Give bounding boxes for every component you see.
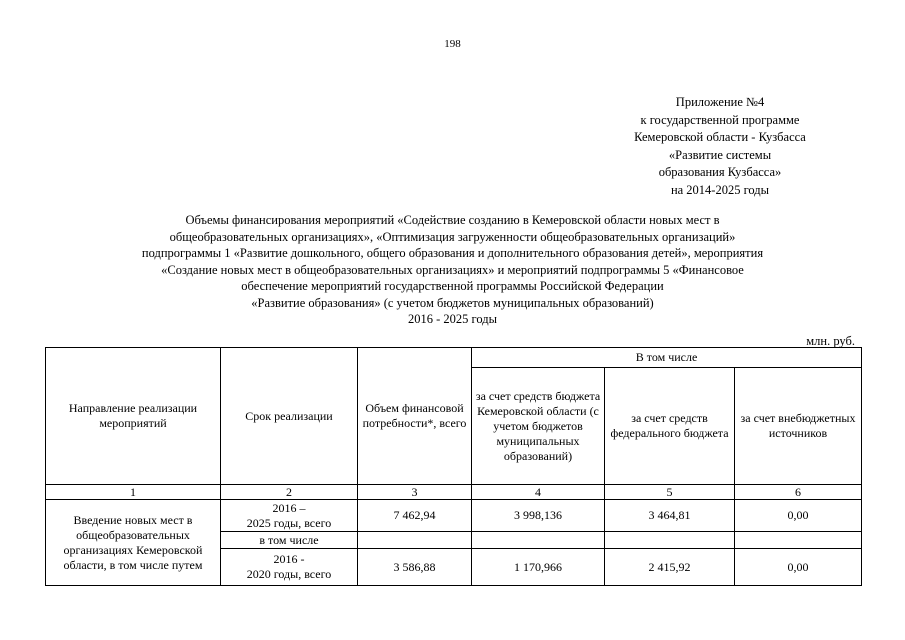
extra-cell [735, 532, 862, 549]
column-number: 5 [605, 485, 735, 500]
appendix-line: к государственной программе [640, 112, 800, 127]
title-line: «Создание новых мест в общеобразовательных организациях» и мероприятий подпрограммы 5 «Финансовое [161, 262, 744, 277]
title-line: обеспечение мероприятий государственной программы Российской Федерации [241, 279, 664, 293]
period-cell: 2016 – 2025 годы, всего [221, 500, 358, 532]
regional-cell [472, 532, 605, 549]
period-cell: 2016 - 2020 годы, всего [221, 549, 358, 586]
column-number: 1 [46, 485, 221, 500]
column-number: 6 [735, 485, 862, 500]
title-line: подпрограммы 1 «Развитие дошкольного, общего образования и дополнительного образования детей», мероприятия [141, 246, 764, 260]
units-label: млн. руб. [806, 334, 855, 348]
table-row [46, 500, 862, 532]
header-regional: за счет средств бюджета Кемеровской области (с учетом бюджетов муниципальных образований) [472, 368, 605, 485]
title-line: общеобразовательных организациях», «Оптимизация загруженности общеобразовательных организаций» [169, 229, 736, 244]
direction-cell: Введение новых мест в общеобразовательных организациях Кемеровской области, в том числе путем [46, 500, 221, 586]
federal-cell: 3 464,81 [605, 500, 735, 532]
volume-cell: 3 586,88 [358, 549, 472, 586]
column-number: 3 [358, 485, 472, 500]
appendix-note [560, 94, 880, 199]
regional-cell: 1 170,966 [472, 549, 605, 586]
page-number: 198 [444, 38, 461, 50]
appendix-line: образования Кузбасса» [658, 165, 782, 179]
document-title [40, 212, 865, 328]
volume-cell [358, 532, 472, 549]
header-including: В том числе [472, 348, 862, 368]
column-number: 2 [221, 485, 358, 500]
appendix-line: Приложение №4 [675, 95, 765, 109]
federal-cell [605, 532, 735, 549]
federal-cell: 2 415,92 [605, 549, 735, 586]
header-federal: за счет средств федерального бюджета [605, 368, 735, 485]
title-line: Объемы финансирования мероприятий «Содействие созданию в Кемеровской области новых мест в [185, 213, 720, 227]
title-line: «Развитие образования» (с учетом бюджетов муниципальных образований) [251, 295, 654, 310]
header-period: Срок реализации [221, 348, 358, 485]
extra-cell: 0,00 [735, 549, 862, 586]
header-extra: за счет внебюджетных источников [735, 368, 862, 485]
appendix-line: на 2014-2025 годы [670, 182, 770, 197]
extra-cell: 0,00 [735, 500, 862, 532]
column-number: 4 [472, 485, 605, 500]
header-volume: Объем финансовой потребности*, всего [358, 348, 472, 485]
header-direction: Направление реализации мероприятий [46, 348, 221, 485]
regional-cell: 3 998,136 [472, 500, 605, 532]
appendix-line: «Развитие системы [668, 147, 772, 162]
appendix-line: Кемеровской области - Кузбасса [634, 130, 806, 144]
volume-cell: 7 462,94 [358, 500, 472, 532]
financing-table [45, 347, 862, 586]
title-line: 2016 - 2025 годы [407, 312, 497, 326]
period-cell: в том числе [221, 532, 358, 549]
